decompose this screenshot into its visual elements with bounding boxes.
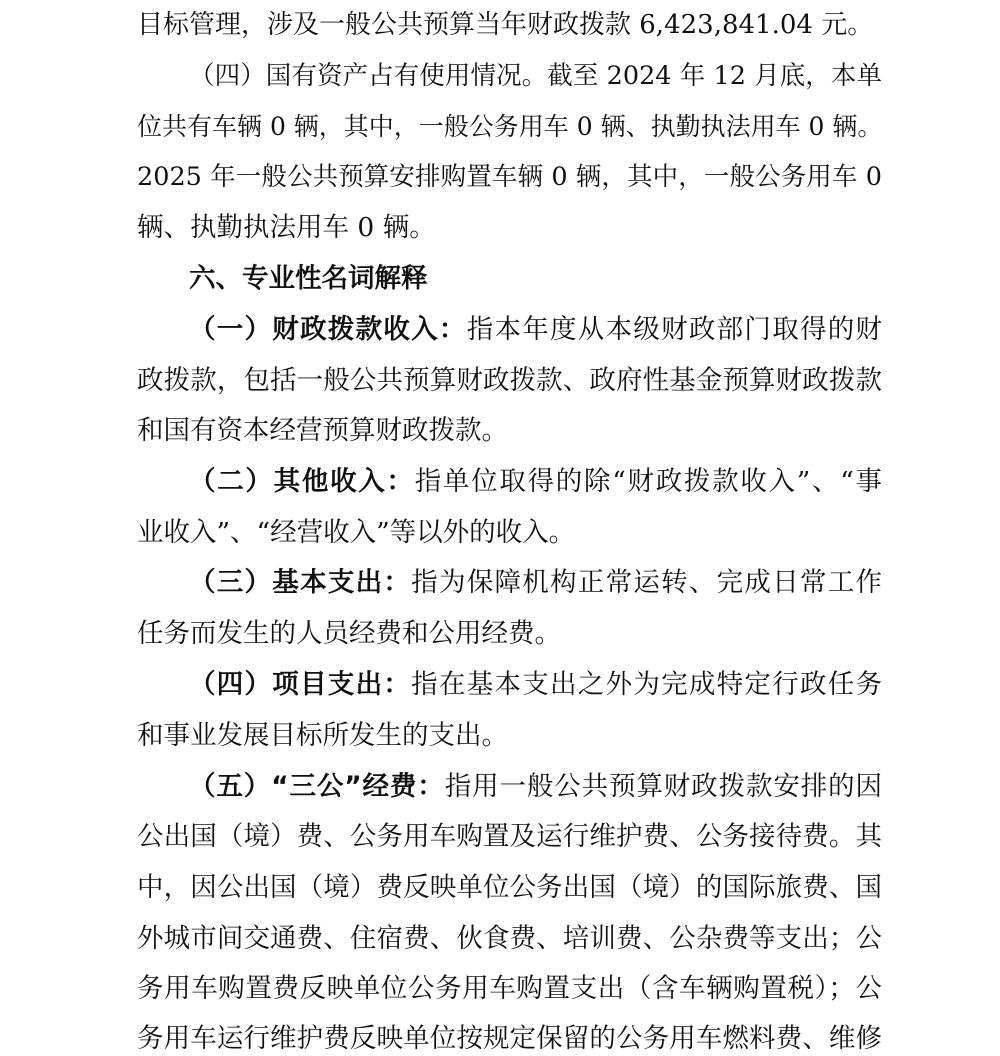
definition-line bbox=[189, 313, 882, 347]
definition-line bbox=[189, 668, 882, 702]
definition-line bbox=[189, 770, 882, 804]
definition-text: 指本年度从本级财政部门取得的财 bbox=[466, 314, 883, 345]
paragraph-line: 务用车购置费反映单位公务用车购置支出（含车辆购置税）；公 bbox=[137, 973, 882, 1004]
paragraph-line: 务用车运行维护费反映单位按规定保留的公务用车燃料费、维修 bbox=[137, 1023, 882, 1054]
paragraph-line: 任务而发生的人员经费和公用经费。 bbox=[137, 618, 561, 649]
paragraph-line: 中，因公出国（境）费反映单位公务出国（境）的国际旅费、国 bbox=[137, 872, 882, 903]
definition-line bbox=[189, 465, 882, 499]
paragraph-line: 业收入”、“经营收入”等以外的收入。 bbox=[137, 517, 576, 548]
paragraph-line: 公出国（境）费、公务用车购置及运行维护费、公务接待费。其 bbox=[137, 821, 882, 852]
definition-term: （三）基本支出： bbox=[189, 567, 412, 598]
definition-text: 指在基本支出之外为完成特定行政任务 bbox=[411, 669, 883, 700]
definition-term: （二）其他收入： bbox=[189, 466, 415, 497]
paragraph-line: 和事业发展目标所发生的支出。 bbox=[137, 720, 508, 751]
paragraph-line: 辆、执勤执法用车 0 辆。 bbox=[137, 212, 436, 243]
definition-term: （一）财政拨款收入： bbox=[189, 314, 467, 345]
paragraph-line: 目标管理，涉及一般公共预算当年财政拨款 6,423,841.04 元。 bbox=[137, 10, 874, 40]
paragraph-line: 和国有资本经营预算财政拨款。 bbox=[137, 415, 508, 446]
definition-term: （五）“三公”经费： bbox=[189, 771, 445, 802]
paragraph-line: 外城市间交通费、住宿费、伙食费、培训费、公杂费等支出；公 bbox=[137, 923, 882, 954]
paragraph-line: 2025 年一般公共预算安排购置车辆 0 辆，其中，一般公务用车 0 bbox=[137, 162, 882, 192]
paragraph-line: 位共有车辆 0 辆，其中，一般公务用车 0 辆、执勤执法用车 0 辆。 bbox=[137, 112, 883, 141]
definition-line bbox=[189, 566, 882, 600]
definition-text: 指为保障机构正常运转、完成日常工作 bbox=[411, 567, 883, 598]
definition-term: （四）项目支出： bbox=[189, 669, 412, 700]
paragraph-line: 政拨款，包括一般公共预算财政拨款、政府性基金预算财政拨款 bbox=[137, 365, 882, 396]
paragraph-line: （四）国有资产占有使用情况。截至 2024 年 12 月底，本单 bbox=[189, 61, 882, 91]
definition-text: 指用一般公共预算财政拨款安排的因 bbox=[444, 771, 882, 802]
definition-text: 指单位取得的除“财政拨款收入”、“事 bbox=[414, 466, 882, 497]
section-heading: 六、专业性名词解释 bbox=[189, 263, 428, 294]
